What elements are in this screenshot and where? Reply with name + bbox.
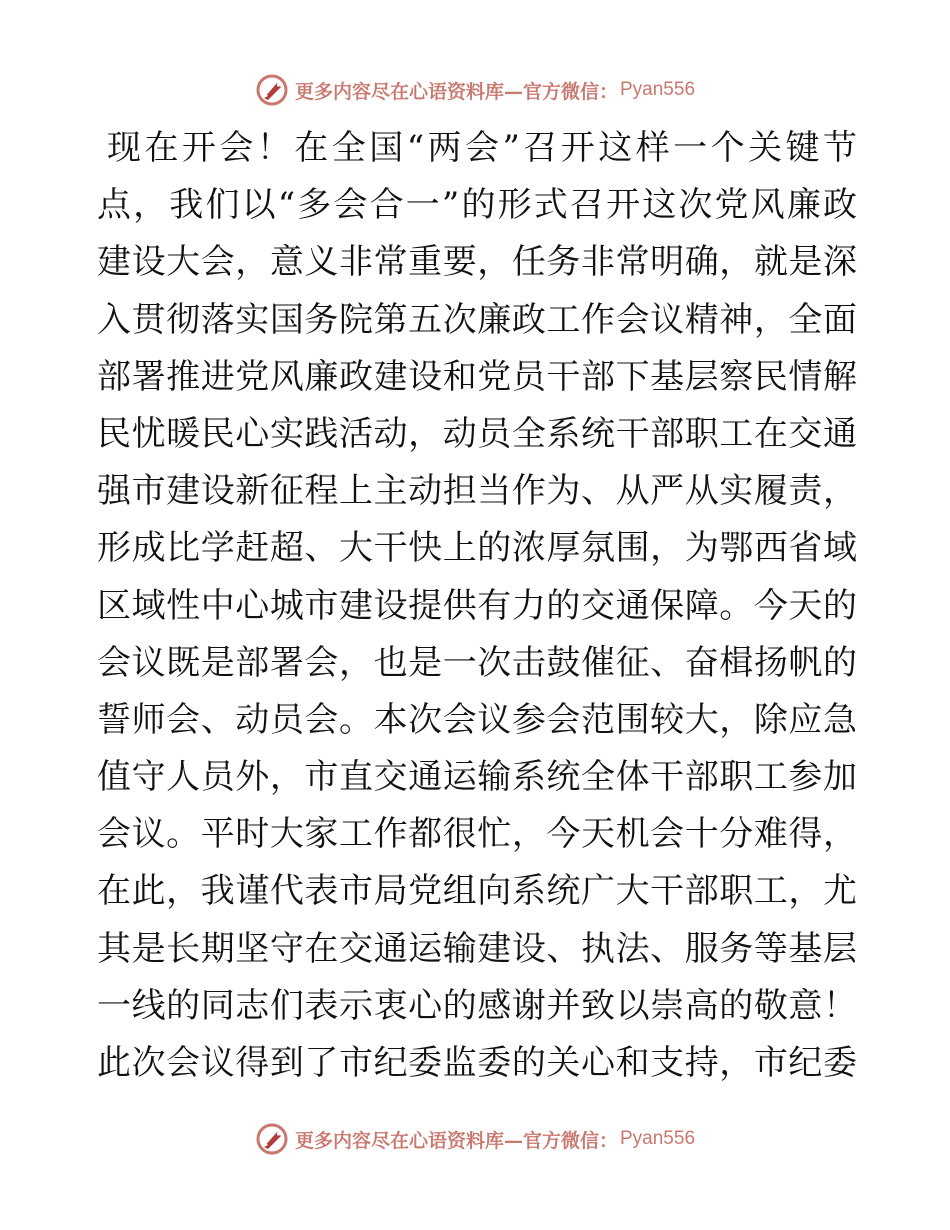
body-line: 点，我们以“多会合一”的形式召开这次党风廉政: [97, 185, 857, 226]
body-line: 民忧暖民心实践活动，动员全系统干部职工在交通: [97, 413, 857, 454]
body-line: 入贯彻落实国务院第五次廉政工作会议精神，全面: [97, 299, 857, 340]
body-line: 部署推进党风廉政建设和党员干部下基层察民情解: [97, 356, 857, 397]
pen-nib-logo-icon: [255, 73, 289, 107]
footer-wechat-handle: Pyan556: [620, 1128, 696, 1149]
body-line: 在此，我谨代表市局党组向系统广大干部职工，尤: [97, 871, 857, 912]
body-line: 会议既是部署会，也是一次击鼓催征、奋楫扬帆的: [97, 642, 857, 683]
body-line: 强市建设新征程上主动担当作为、从严从实履责，: [97, 471, 857, 512]
body-line: 值守人员外，市直交通运输系统全体干部职工参加: [97, 757, 857, 798]
body-line: 其是长期坚守在交通运输建设、执法、服务等基层: [97, 928, 857, 969]
header-banner: [0, 68, 950, 112]
body-line: 一线的同志们表示衷心的感谢并致以崇高的敬意！: [97, 985, 857, 1026]
footer-banner: [0, 1117, 950, 1161]
body-line: 建设大会，意义非常重要，任务非常明确，就是深: [97, 242, 857, 283]
pen-nib-logo-icon: [255, 1122, 289, 1156]
body-line: 区域性中心城市建设提供有力的交通保障。今天的: [97, 585, 857, 626]
footer-banner-text: 更多内容尽在心语资料库—官方微信：: [294, 1129, 618, 1152]
body-line: 现在开会！在全国“两会”召开这样一个关键节: [107, 128, 857, 168]
header-wechat-handle: Pyan556: [620, 79, 696, 100]
body-line: 会议。平时大家工作都很忙，今天机会十分难得，: [97, 814, 857, 855]
body-line: 此次会议得到了市纪委监委的关心和支持，市纪委: [97, 1043, 857, 1083]
document-body: [97, 120, 857, 1092]
header-banner-text: 更多内容尽在心语资料库—官方微信：: [294, 80, 618, 103]
body-line: 形成比学赶超、大干快上的浓厚氛围，为鄂西省域: [97, 528, 857, 569]
body-line: 誓师会、动员会。本次会议参会范围较大，除应急: [97, 699, 857, 740]
